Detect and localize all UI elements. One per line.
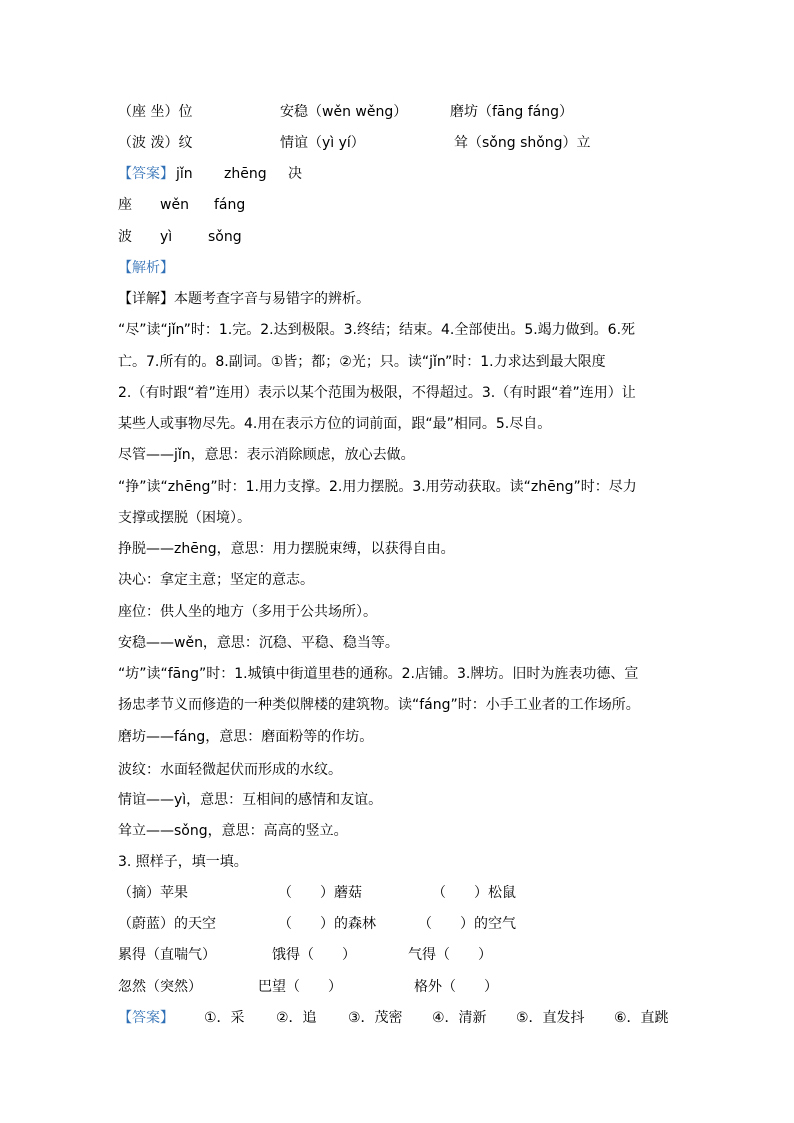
- explanation-line: 座位：供人坐的地方（多用于公共场所）。: [118, 604, 377, 620]
- answer-item: ③．茂密: [348, 1010, 403, 1026]
- answer-item: fáng: [214, 197, 246, 213]
- explanation-line: 决心：拿定主意；坚定的意志。: [118, 572, 314, 588]
- fill-item: 格外（ ）: [414, 979, 498, 995]
- fill-item: 累得（直喘气）: [118, 947, 216, 963]
- explanation-line: 支撑或摆脱（困境）。: [118, 510, 251, 526]
- explanation-line: 某些人或事物尽先。4.用在表示方位的词前面，跟“最”相同。5.尽自。: [118, 416, 552, 432]
- question-heading: 3. 照样子，填一填。: [118, 854, 248, 870]
- explanation-line: “坊”读“fāng”时：1.城镇中街道里巷的通称。2.店铺。3.牌坊。旧时为旌表功德、宣: [118, 666, 639, 682]
- explanation-line: 亡。7.所有的。8.副词。①皆；都；②光；只。读“jǐn”时：1.力求达到最大限度: [118, 354, 606, 370]
- explanation-line: 情谊——yì，意思：互相间的感情和友谊。: [118, 792, 383, 808]
- explanation-line: 尽管——jǐn，意思：表示消除顾虑，放心去做。: [118, 447, 415, 463]
- explanation-line: 磨坊——fáng，意思：磨面粉等的作坊。: [118, 729, 374, 745]
- explanation-line: 波纹：水面轻微起伏而形成的水纹。: [118, 762, 342, 778]
- explanation-line: “尽”读“jǐn”时：1.完。2.达到极限。3.终结；结束。4.全部使出。5.竭力做到。6.死: [118, 322, 636, 338]
- explanation-line: 安稳——wěn，意思：沉稳、平稳、稳当等。: [118, 635, 399, 651]
- fill-item: 巴望（ ）: [258, 979, 342, 995]
- analysis-tag: 【解析】: [118, 260, 174, 276]
- fill-item: （摘）苹果: [118, 885, 188, 901]
- question-item: （座 坐）位: [118, 104, 193, 120]
- answer-item: yì: [160, 229, 173, 245]
- answer-item: ④．清新: [432, 1010, 487, 1026]
- fill-item: （ ）的森林: [278, 916, 376, 932]
- explanation-line: 扬忠孝节义而修造的一种类似牌楼的建筑物。读“fáng”时：小手工业者的工作场所。: [118, 697, 640, 713]
- question-item: 安稳（wěn wěng）: [280, 104, 408, 120]
- answer-item: ⑤．直发抖: [516, 1010, 585, 1026]
- explanation-line: “挣”读“zhēng”时：1.用力支撑。2.用力摆脱。3.用劳动获取。读“zhēng”时：尽力: [118, 479, 637, 495]
- explanation-line: 耸立——sǒng，意思：高高的竖立。: [118, 823, 348, 839]
- fill-item: 饿得（ ）: [272, 947, 356, 963]
- fill-item: （ ）的空气: [418, 916, 516, 932]
- question-item: 耸（sǒng shǒng）立: [454, 135, 591, 151]
- explanation-line: 2.（有时跟“着”连用）表示以某个范围为极限，不得超过。3.（有时跟“着”连用）让: [118, 385, 636, 401]
- answer-item: 座: [118, 197, 132, 213]
- fill-item: （ ）蘑菇: [278, 885, 362, 901]
- answer-item: ②．追: [276, 1010, 317, 1026]
- answer-item: zhēng: [224, 166, 267, 182]
- answer-item: ①．采: [204, 1010, 245, 1026]
- question-item: （波 泼）纹: [118, 135, 193, 151]
- answer-item: jǐn: [176, 166, 193, 182]
- fill-item: （ ）松鼠: [432, 885, 516, 901]
- explanation-line: 【详解】本题考查字音与易错字的辨析。: [118, 291, 370, 307]
- question-item: 情谊（yì yí）: [280, 135, 365, 151]
- answer-tag: 【答案】: [118, 1010, 174, 1026]
- answer-item: ⑥．直跳: [614, 1010, 669, 1026]
- answer-item: 决: [288, 166, 302, 182]
- fill-item: 忽然（突然）: [118, 979, 202, 995]
- answer-item: 波: [118, 229, 132, 245]
- answer-item: sǒng: [208, 229, 242, 245]
- fill-item: 气得（ ）: [408, 947, 492, 963]
- question-item: 磨坊（fāng fáng）: [450, 104, 573, 120]
- answer-item: wěn: [160, 197, 189, 213]
- explanation-line: 挣脱——zhēng，意思：用力摆脱束缚，以获得自由。: [118, 541, 455, 557]
- fill-item: （蔚蓝）的天空: [118, 916, 216, 932]
- answer-tag: 【答案】: [118, 166, 174, 182]
